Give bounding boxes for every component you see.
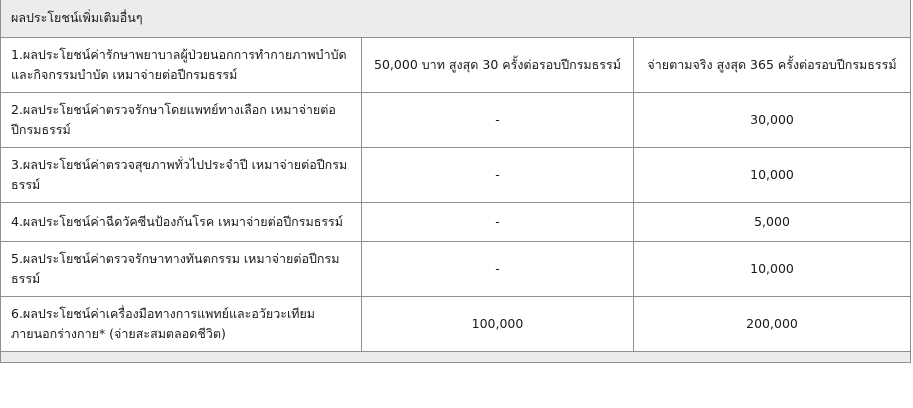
table-row	[1, 203, 911, 242]
table-row	[1, 93, 911, 148]
plan-a-value: -	[362, 93, 634, 148]
plan-b-value: 10,000	[634, 242, 911, 297]
section-header-row	[1, 0, 911, 38]
next-section-row	[1, 352, 911, 363]
plan-a-value: -	[362, 203, 634, 242]
table-row	[1, 297, 911, 352]
benefit-label: 6.ผลประโยชน์ค่าเครื่องมือทางการแพทย์และอวัยวะเทียมภายนอกร่างกาย* (จ่ายสะสมตลอดชีวิต)	[1, 297, 362, 352]
plan-a-value: 100,000	[362, 297, 634, 352]
plan-a-value: -	[362, 148, 634, 203]
plan-b-value: 5,000	[634, 203, 911, 242]
table-row	[1, 242, 911, 297]
plan-b-value: 10,000	[634, 148, 911, 203]
next-section-cell	[1, 352, 911, 363]
table-row	[1, 148, 911, 203]
benefit-label: 3.ผลประโยชน์ค่าตรวจสุขภาพทั่วไปประจำปี เหมาจ่ายต่อปีกรมธรรม์	[1, 148, 362, 203]
plan-b-value: 30,000	[634, 93, 911, 148]
plan-b-value: จ่ายตามจริง สูงสุด 365 ครั้งต่อรอบปีกรมธรรม์	[634, 38, 911, 93]
benefit-label: 1.ผลประโยชน์ค่ารักษาพยาบาลผู้ป่วยนอกการทำกายภาพบำบัดและกิจกรรมบำบัด เหมาจ่ายต่อปีกรมธรรม์	[1, 38, 362, 93]
section-title: ผลประโยชน์เพิ่มเติมอื่นๆ	[1, 0, 911, 38]
table-row	[1, 38, 911, 93]
plan-a-value: 50,000 บาท สูงสุด 30 ครั้งต่อรอบปีกรมธรรม์	[362, 38, 634, 93]
plan-a-value: -	[362, 242, 634, 297]
benefit-label: 4.ผลประโยชน์ค่าฉีดวัคซีนป้องกันโรค เหมาจ่ายต่อปีกรมธรรม์	[1, 203, 362, 242]
benefit-label: 2.ผลประโยชน์ค่าตรวจรักษาโดยแพทย์ทางเลือก เหมาจ่ายต่อปีกรมธรรม์	[1, 93, 362, 148]
plan-b-value: 200,000	[634, 297, 911, 352]
benefit-label: 5.ผลประโยชน์ค่าตรวจรักษาทางทันตกรรม เหมาจ่ายต่อปีกรมธรรม์	[1, 242, 362, 297]
